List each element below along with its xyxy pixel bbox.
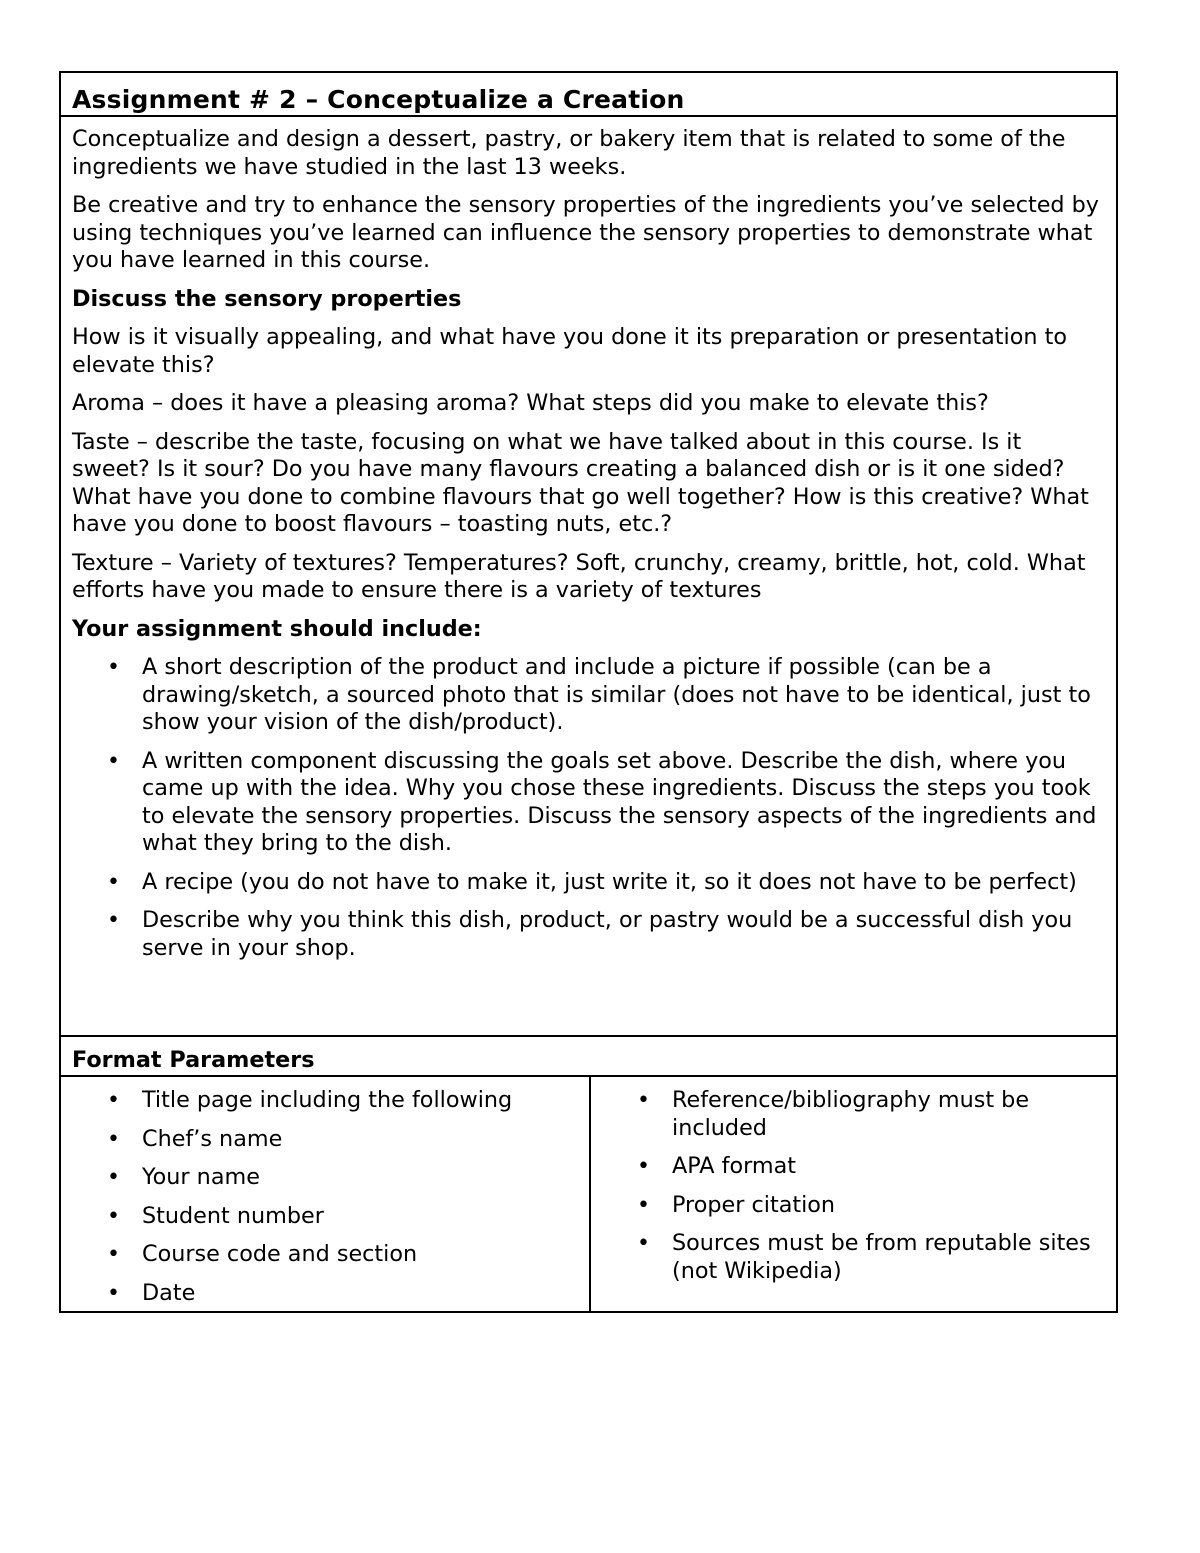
bullet-icon: • <box>107 1242 120 1267</box>
assignment-table <box>59 71 1118 1313</box>
list-item: • A written component discussing the goals set above. Describe the dish, where you came up with the idea. Why you chose these ingredients. Discuss the steps you took to elevate the sensory properties. Discuss the sensory aspects of the ingredients and what they bring to the dish. <box>107 747 1097 856</box>
bullet-icon: • <box>637 1192 650 1218</box>
intro-paragraph-2: Be creative and try to enhance the sensory properties of the ingredients you’ve selected by using techniques you’ve learned can influence the sensory properties to demonstrate what you have learned in this course. <box>72 192 1100 273</box>
list-item: • Course code and section <box>107 1241 418 1267</box>
bullet-icon: • <box>107 1203 120 1229</box>
intro-paragraph-1: Conceptualize and design a dessert, pastry, or bakery item that is related to some of the ingredients we have studied in the last 13 weeks. <box>72 126 1066 180</box>
sensory-texture-paragraph: Texture – Variety of textures? Temperatures? Soft, crunchy, creamy, brittle, hot, cold. What efforts have you made to ensure there is a variety of textures <box>72 549 1086 603</box>
list-item: • APA format <box>637 1153 797 1179</box>
sensory-aroma-paragraph: Aroma – does it have a pleasing aroma? What steps did you make to elevate this? <box>72 390 989 416</box>
list-item: • Reference/bibliography must be included <box>637 1087 1030 1141</box>
list-item: • Date <box>107 1279 196 1306</box>
include-heading: Your assignment should include: <box>72 615 482 642</box>
format-left-list <box>72 1087 578 1307</box>
bullet-icon: • <box>107 748 120 774</box>
format-right-column <box>591 1077 1116 1311</box>
bullet-icon: • <box>637 1088 650 1113</box>
list-item: • Chef’s name <box>107 1125 283 1152</box>
bullet-icon: • <box>107 1126 120 1152</box>
format-row <box>61 1077 1116 1311</box>
sensory-visual-paragraph: How is it visually appealing, and what have you done it its preparation or presentation to elevate this? <box>72 324 1067 378</box>
bullet-icon: • <box>107 1088 120 1113</box>
bullet-icon: • <box>107 908 120 933</box>
list-item: • Proper citation <box>637 1191 836 1218</box>
list-item: • Sources must be from reputable sites (not Wikipedia) <box>637 1230 1091 1284</box>
include-list <box>72 654 1105 962</box>
list-item: • Title page including the following <box>107 1087 513 1113</box>
list-item: • Describe why you think this dish, product, or pastry would be a successful dish you serve in your shop. <box>107 907 1073 961</box>
format-heading-cell <box>61 1037 1116 1077</box>
format-heading: Format Parameters <box>72 1047 315 1073</box>
bullet-icon: • <box>637 1154 650 1179</box>
list-item: • A short description of the product and include a picture if possible (can be a drawing/sketch, a sourced photo that is similar (does not have to be identical, just to show your vision of the dish/product). <box>107 654 1091 735</box>
bullet-icon: • <box>107 1165 120 1190</box>
list-item: • Student number <box>107 1202 324 1229</box>
format-left-column <box>61 1077 591 1311</box>
bullet-icon: • <box>107 655 120 680</box>
bullet-icon: • <box>637 1231 650 1256</box>
list-item: • A recipe (you do not have to make it, just write it, so it does not have to be perfect) <box>107 868 1077 895</box>
assignment-body-cell <box>61 117 1116 1037</box>
bullet-icon: • <box>107 1280 120 1306</box>
list-item: • Your name <box>107 1164 260 1190</box>
title-cell <box>61 73 1116 117</box>
sensory-heading: Discuss the sensory properties <box>72 285 462 312</box>
format-right-list <box>602 1087 1105 1285</box>
assignment-title: Assignment # 2 – Conceptualize a Creation <box>72 85 685 114</box>
bullet-icon: • <box>107 869 120 895</box>
sensory-taste-paragraph: Taste – describe the taste, focusing on what we have talked about in this course. Is it sweet? Is it sour? Do you have many flavours creating a balanced dish or is it one sided? What have you done to combine flavours that go well together? How is this creative? What have you done to boost flavours – toasting nuts, etc.? <box>72 428 1089 537</box>
